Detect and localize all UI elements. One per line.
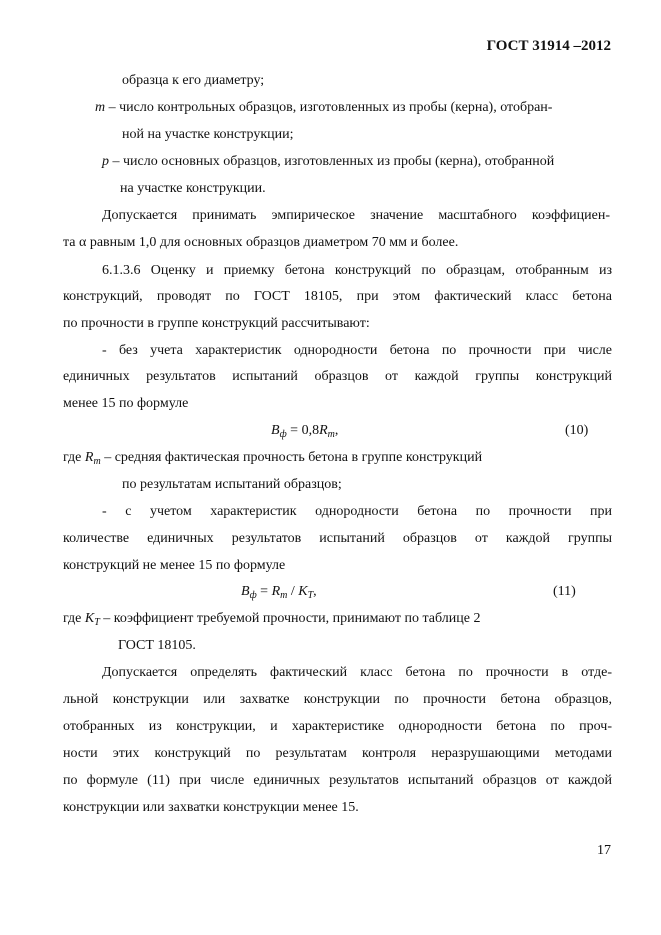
text-line-1: образца к его диаметру; bbox=[122, 73, 265, 88]
page-number: 17 bbox=[597, 843, 611, 858]
formula-11: $B_ф = R_m / K_T$, bbox=[241, 584, 317, 601]
text-line-18: количестве единичных результатов испытаний образцов от каждой группы bbox=[63, 531, 612, 546]
text-line-15: где $R_m$ – средняя фактическая прочность бетона в группе конструкций bbox=[63, 450, 483, 467]
text-line-2: m – число контрольных образцов, изготовленных из пробы (керна), отобран- bbox=[95, 100, 553, 115]
text-line-7: та α равным 1,0 для основных образцов диаметром 70 мм и более. bbox=[63, 235, 459, 250]
formula-10: $B_ф = 0,8R_m$, bbox=[271, 423, 339, 440]
text-line-26: ности этих конструкций по результатам контроля неразрушающими методами bbox=[63, 746, 612, 761]
text-line-9: конструкций, проводят по ГОСТ 18105, при этом фактический класс бетона bbox=[63, 289, 612, 304]
text-line-28: конструкции или захватки конструкции менее 15. bbox=[63, 800, 359, 815]
document-header: ГОСТ 31914 –2012 bbox=[486, 38, 611, 54]
text-line-13: менее 15 по формуле bbox=[63, 396, 189, 411]
text-line-21: где $K_T$ – коэффициент требуемой прочности, принимают по таблице 2 bbox=[63, 611, 481, 628]
formula-11-number: (11) bbox=[553, 584, 576, 599]
text-line-3: ной на участке конструкции; bbox=[122, 127, 294, 142]
text-line-23: Допускается определять фактический класс бетона по прочности в отде- bbox=[102, 665, 612, 680]
text-line-25: отобранных из конструкции, и характеристике однородности бетона по проч- bbox=[63, 719, 612, 734]
text-line-27: по формуле (11) при числе единичных результатов испытаний образцов от каждой bbox=[63, 773, 612, 788]
text-line-19: конструкций не менее 15 по формуле bbox=[63, 558, 286, 573]
text-line-5: на участке конструкции. bbox=[120, 181, 266, 196]
text-line-4: p – число основных образцов, изготовленных из пробы (керна), отобранной bbox=[102, 154, 555, 169]
variable-p: p bbox=[102, 154, 109, 169]
text-line-10: по прочности в группе конструкций рассчитывают: bbox=[63, 316, 370, 331]
text-line-22: ГОСТ 18105. bbox=[118, 638, 196, 653]
text-line-6: Допускается принимать эмпирическое значение масштабного коэффициен- bbox=[102, 208, 610, 223]
text-line-16: по результатам испытаний образцов; bbox=[122, 477, 342, 492]
text-line-11: - без учета характеристик однородности бетона по прочности при числе bbox=[102, 343, 612, 358]
text-line-24: льной конструкции или захватке конструкции по прочности бетона образцов, bbox=[63, 692, 612, 707]
text-line-17: - с учетом характеристик однородности бетона по прочности при bbox=[102, 504, 612, 519]
formula-10-number: (10) bbox=[565, 423, 589, 438]
text-line-12: единичных результатов испытаний образцов от каждой группы конструкций bbox=[63, 369, 612, 384]
text-line-8: 6.1.3.6 Оценку и приемку бетона конструкций по образцам, отобранным из bbox=[102, 263, 612, 278]
variable-m: m bbox=[95, 100, 106, 115]
